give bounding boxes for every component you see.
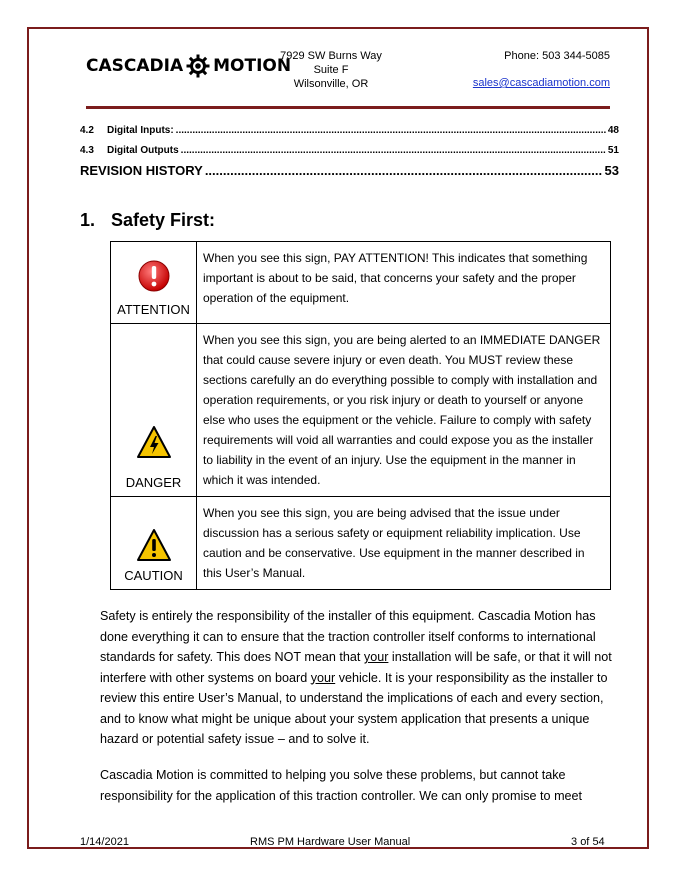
logo-text-right: MOTION: [213, 56, 292, 76]
safety-signs-table: [110, 241, 611, 590]
sign-cell-danger: [111, 324, 197, 497]
toc-entry-page: 53: [604, 163, 619, 178]
table-row: [111, 324, 611, 497]
page-of: of: [580, 836, 590, 848]
commitment-paragraph: Cascadia Motion is committed to helping you solve these problems, but cannot take responsibility for the application of this traction controller. We can only promise to meet: [100, 768, 583, 803]
section-title: Safety First:: [111, 210, 216, 230]
email-link[interactable]: sales@cascadiamotion.com: [472, 77, 610, 89]
section-heading: [80, 210, 215, 231]
company-address: [272, 49, 390, 91]
table-row: [111, 242, 611, 324]
paragraph-text: installation will be safe, or that it will not interfere with other systems on board: [100, 650, 612, 685]
page-current: 3: [571, 836, 578, 848]
toc-leader-dots: [181, 145, 606, 156]
company-logo: [86, 54, 291, 78]
sign-label: DANGER: [125, 475, 182, 490]
toc-entry-revision-history[interactable]: [80, 163, 619, 178]
toc-leader-dots: [205, 163, 603, 178]
sign-description: When you see this sign, you are being alerted to an IMMEDIATE DANGER that could cause severe injury or even death. You MUST review these sections carefully an do everything possible to comply with installation and operation requirements, or you risk injury or death to yourself or anyone else who uses the equipment or the vehicle. Failure to comply with safety requirements will void all warranties and could expose you as the installer to liability in the event of an injury. Use the equipment in the manner in which it was intended.: [197, 324, 611, 497]
footer-page-number: [571, 836, 605, 848]
toc-entry[interactable]: [80, 145, 619, 156]
company-contact: [440, 49, 610, 90]
toc-leader-dots: [176, 125, 606, 136]
sign-label: CAUTION: [124, 568, 183, 583]
high-voltage-icon: [136, 425, 172, 459]
paragraph-text: vehicle. It is your responsibility as the installer to review this entire User’s Manual, to understand the implications of each and every section, and to know what might be unique about your system application that presents a unique hazard or potential safety issue – and to solve it.: [100, 670, 608, 746]
address-line-1: 7929 SW Burns Way: [280, 50, 382, 62]
toc-entry-title: Digital Inputs:: [107, 125, 174, 136]
address-line-2: Suite F: [313, 64, 349, 76]
section-number: 1.: [80, 210, 96, 230]
toc-entry-title: Digital Outputs: [107, 145, 179, 156]
footer-date: 1/14/2021: [80, 836, 129, 848]
safety-paragraph: [100, 606, 625, 750]
sign-description: When you see this sign, you are being advised that the issue under discussion has a serious safety or equipment reliability implication. Use caution and be conservative. Use equipment in the manner described in this User’s Manual.: [197, 497, 611, 590]
paragraph-text: Safety is entirely the responsibility of the installer of this equipment. Cascadia Motion has done everything it can to ensure that the traction controller itself conforms to international standards for safety. This does NOT mean that: [100, 609, 596, 664]
header-divider: [86, 106, 610, 109]
toc-entry-number: 4.3: [80, 145, 94, 156]
phone-number: Phone: 503 344-5085: [504, 50, 610, 62]
exclamation-circle-icon: [138, 260, 170, 292]
toc-entry-number: 4.2: [80, 125, 94, 136]
caution-triangle-icon: [136, 528, 172, 562]
page-total: 54: [592, 836, 605, 848]
sign-description: When you see this sign, PAY ATTENTION! This indicates that something important is about to be said, that concerns your safety and the proper operation of the equipment.: [197, 242, 611, 324]
toc-entry-title: REVISION HISTORY: [80, 163, 203, 178]
emphasis-your: your: [363, 650, 389, 664]
emphasis-your: your: [310, 670, 336, 685]
toc-entry[interactable]: [80, 125, 619, 136]
gear-icon: [186, 54, 210, 78]
address-line-3: Wilsonville, OR: [293, 78, 369, 90]
logo-text-left: CASCADIA: [86, 56, 184, 76]
table-row: [111, 497, 611, 590]
footer-document-title: RMS PM Hardware User Manual: [250, 836, 411, 848]
toc-entry-page: 51: [607, 145, 619, 156]
toc-entry-page: 48: [607, 125, 619, 136]
sign-label: ATTENTION: [117, 302, 190, 317]
sign-cell-caution: [111, 497, 197, 590]
sign-cell-attention: [111, 242, 197, 324]
